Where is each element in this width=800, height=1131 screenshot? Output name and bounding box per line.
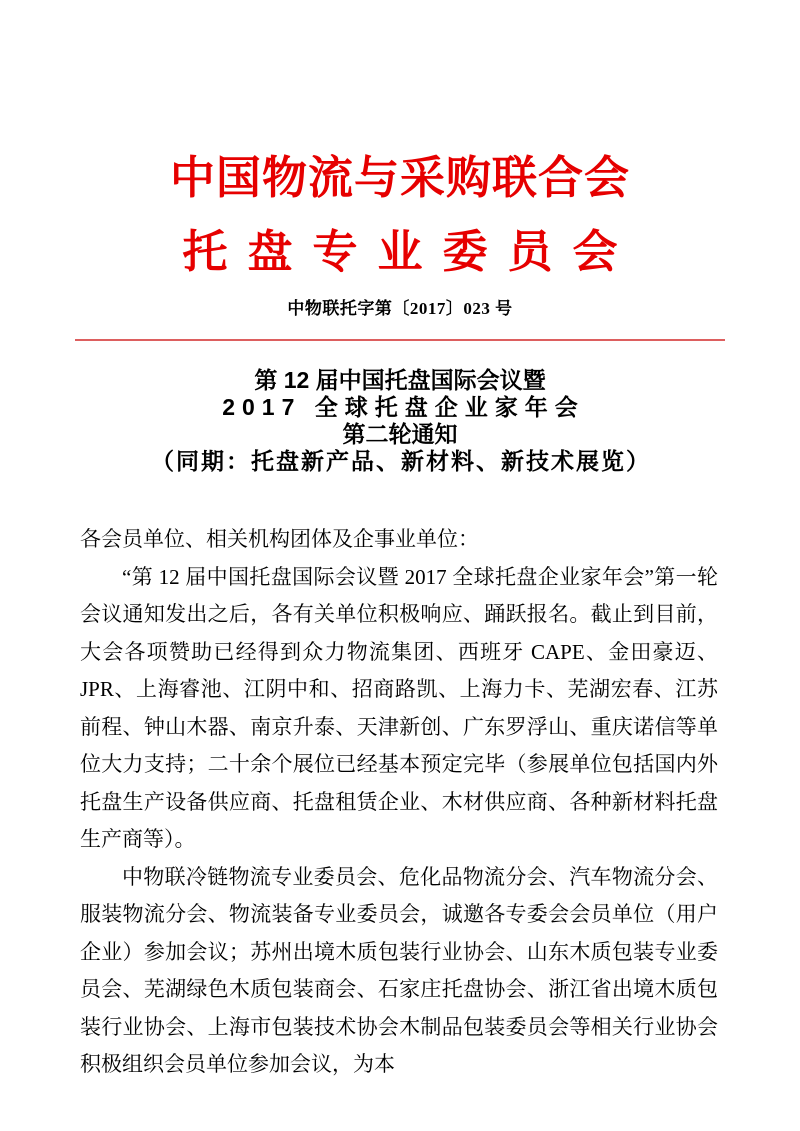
- notice-title: [0, 367, 800, 475]
- letterhead-divider: [75, 339, 725, 341]
- org-name-line2: 托盘专业委员会: [182, 227, 638, 277]
- notice-title-line-1: 第 12 届中国托盘国际会议暨: [254, 367, 546, 393]
- body-paragraph: 中物联冷链物流专业委员会、危化品物流分会、汽车物流分会、服装物流分会、物流装备专业委员会，诚邀各专委会会员单位（用户企业）参加会议；苏州出境木质包装行业协会、山东木质包装专业委员会、芜湖绿色木质包装商会、石家庄托盘协会、浙江省出境木质包装行业协会、上海市包装技术协会木制品包装委员会等相关行业协会积极组织会员单位参加会议，为本: [80, 864, 718, 1076]
- notice-title-line-3: 第二轮通知: [342, 421, 458, 447]
- org-name-line1: 中国物流与采购联合会: [169, 153, 630, 203]
- body-paragraph: “第 12 届中国托盘国际会议暨 2017 全球托盘企业家年会”第一轮会议通知发出之后，各有关单位积极响应、踊跃报名。截止到目前，大会各项赞助已经得到众力物流集团、西班牙 CAPE、金田豪迈、JPR、上海睿池、江阴中和、招商路凯、上海力卡、芜湖宏春、江苏前程、钟山木器、南京升泰、天津新创、广东罗浮山、重庆诺信等单位大力支持；二十余个展位已经基本预定完毕（参展单位包括国内外托盘生产设备供应商、托盘租赁企业、木材供应商、各种新材料托盘生产商等）。: [80, 564, 718, 851]
- notice-title-line-2: 2017 全球托盘企业家年会: [222, 394, 585, 420]
- document-number: 中物联托字第〔2017〕023 号: [287, 299, 513, 318]
- salutation: 各会员单位、相关机构团体及企事业单位：: [80, 527, 479, 551]
- notice-body: [80, 521, 718, 1084]
- notice-title-line-4: （同期：托盘新产品、新材料、新技术展览）: [151, 448, 651, 474]
- letterhead: [0, 0, 800, 341]
